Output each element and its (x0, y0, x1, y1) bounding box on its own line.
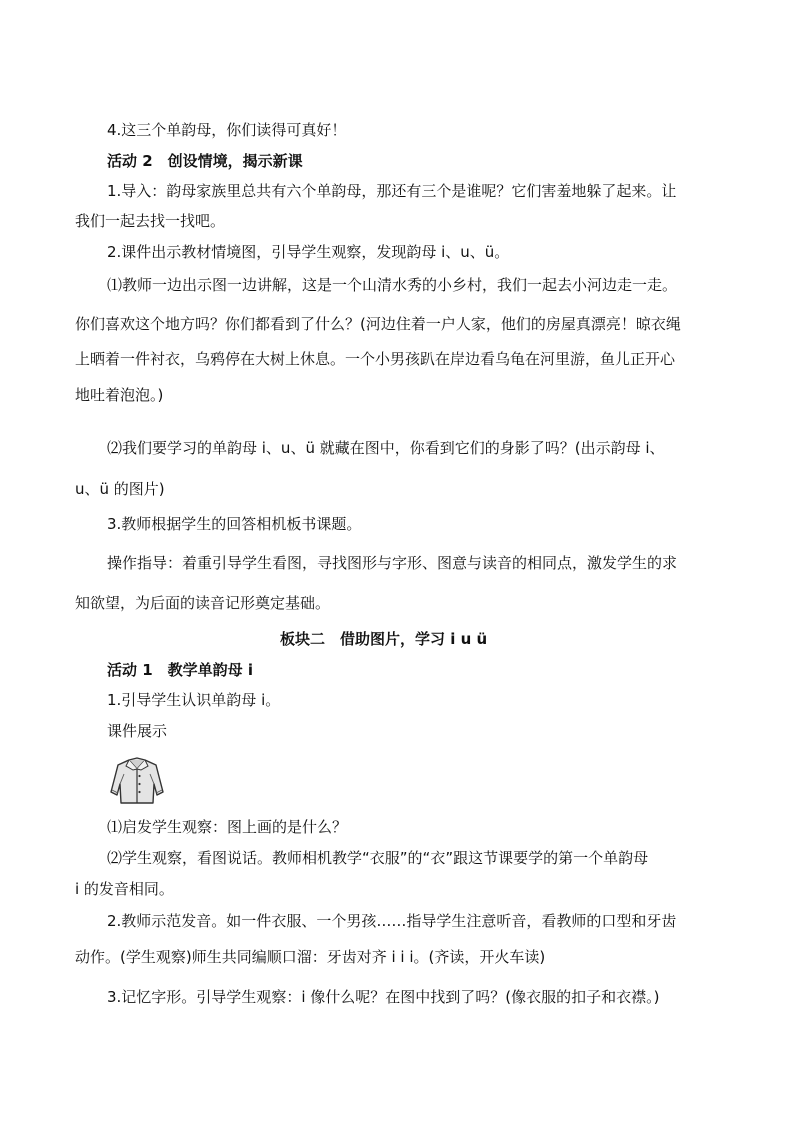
activity-heading: 活动 2 创设情境，揭示新课 (107, 152, 303, 170)
paragraph-line: ⑵学生观察，看图说话。教师相机教学“衣服”的“衣”跟这节课要学的第一个单韵母 (107, 849, 649, 867)
paragraph-line: 我们一起去找一找吧。 (75, 212, 226, 230)
courseware-label: 课件展示 (107, 722, 168, 740)
paragraph-line: 地吐着泡泡。) (75, 386, 164, 404)
paragraph-line: ⑴教师一边出示图一边讲解，这是一个山清水秀的小乡村，我们一起去小河边走一走。 (107, 276, 678, 294)
paragraph-line: 3.记忆字形。引导学生观察：i 像什么呢？在图中找到了吗？(像衣服的扣子和衣襟。) (107, 988, 660, 1006)
paragraph-line: 上晒着一件衬衣，乌鸦停在大树上休息。一个小男孩趴在岸边看乌龟在河里游，鱼儿正开心 (75, 350, 676, 368)
paragraph-line: 你们喜欢这个地方吗？你们都看到了什么？(河边住着一户人家，他们的房屋真漂亮！晾衣绳 (75, 315, 681, 333)
paragraph-line: 2.教师示范发音。如一件衣服、一个男孩……指导学生注意听音，看教师的口型和牙齿 (107, 912, 677, 930)
paragraph-line: i 的发音相同。 (75, 880, 174, 898)
paragraph-line: 1.引导学生认识单韵母 i。 (107, 691, 281, 709)
operation-guide-line: 操作指导：着重引导学生看图，寻找图形与字形、图意与读音的相同点，激发学生的求 (107, 554, 678, 572)
paragraph-line: ⑵我们要学习的单韵母 i、u、ü 就藏在图中，你看到它们的身影了吗？(出示韵母 i、 (107, 439, 665, 457)
shirt-icon (108, 756, 166, 806)
paragraph-line: u、ü 的图片) (75, 480, 165, 498)
paragraph-line: 3.教师根据学生的回答相机板书课题。 (107, 515, 362, 533)
paragraph-line: 1.导入：韵母家族里总共有六个单韵母，那还有三个是谁呢？它们害羞地躲了起来。让 (107, 182, 677, 200)
operation-guide-line: 知欲望，为后面的读音记形奠定基础。 (75, 594, 331, 612)
paragraph-line: 动作。(学生观察)师生共同编顺口溜：牙齿对齐 i i i。(齐读，开火车读) (75, 948, 546, 966)
paragraph-line: 2.课件出示教材情境图，引导学生观察，发现韵母 i、u、ü。 (107, 243, 510, 261)
paragraph-line: 4.这三个单韵母，你们读得可真好！ (107, 121, 347, 139)
activity-heading: 活动 1 教学单韵母 i (107, 661, 254, 679)
paragraph-line: ⑴启发学生观察：图上画的是什么？ (107, 818, 348, 836)
section-heading: 板块二 借助图片，学习 i u ü (280, 630, 488, 648)
